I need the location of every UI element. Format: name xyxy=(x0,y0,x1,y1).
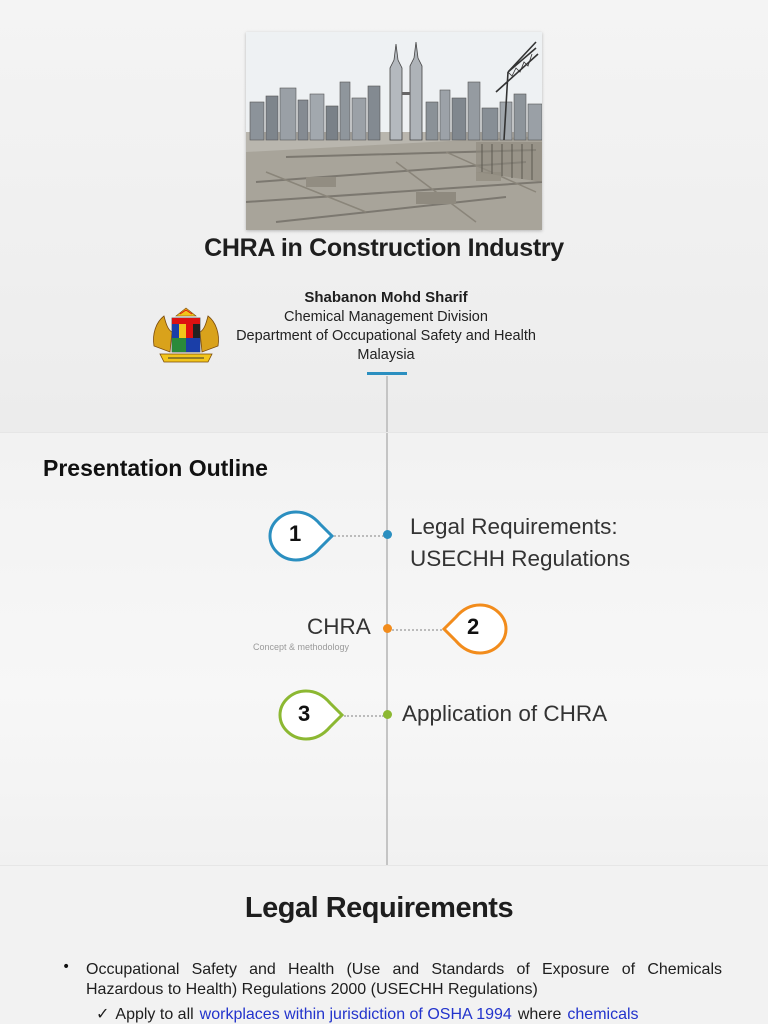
outline-item-3-marker-icon xyxy=(276,688,348,742)
outline-item-2-subtitle: Concept & methodology xyxy=(253,642,350,652)
legal-bullet-text: Occupational Safety and Health (Use and Standards of Exposure of Chemicals Hazardous to Health) Regulations 2000 (USECHH Regulations) xyxy=(86,961,722,998)
title-underline xyxy=(367,372,407,375)
outline-item-3-number: 3 xyxy=(298,701,311,726)
cover-image xyxy=(246,32,542,230)
outline-item-2-dot xyxy=(383,624,392,633)
outline-item-3-dot xyxy=(383,710,392,719)
outline-item-3-connector xyxy=(344,715,384,717)
affiliation-department: Department of Occupational Safety and Health xyxy=(236,328,536,344)
outline-item-1-dot xyxy=(383,530,392,539)
outline-item-1-line1: Legal Requirements: xyxy=(410,514,618,539)
outline-item-1-label xyxy=(410,511,630,575)
outline-item-3-label: Application of CHRA xyxy=(402,701,608,726)
checkmark-icon: ✓ xyxy=(96,1006,110,1023)
chemicals-link[interactable]: chemicals xyxy=(567,1006,639,1023)
outline-item-2-connector xyxy=(392,629,442,631)
outline-item-2-label: CHRA xyxy=(307,614,371,639)
bullet-icon: • xyxy=(62,959,71,975)
sub-bullet-prefix: Apply to all xyxy=(115,1006,194,1023)
timeline-line xyxy=(386,376,388,432)
timeline-line xyxy=(386,433,388,865)
outline-item-1-line2: USECHH Regulations xyxy=(410,546,631,571)
sub-bullet-mid: where xyxy=(517,1006,562,1023)
outline-item-1-number: 1 xyxy=(289,521,302,546)
title-slide xyxy=(0,0,768,432)
legal-requirements-slide xyxy=(0,866,768,1024)
outline-heading: Presentation Outline xyxy=(43,455,268,481)
slide-title: CHRA in Construction Industry xyxy=(204,234,564,262)
legal-heading: Legal Requirements xyxy=(244,892,514,924)
city-skyline-construction-sketch xyxy=(246,32,542,230)
affiliation-division: Chemical Management Division xyxy=(284,309,488,325)
legal-sub-bullet xyxy=(96,1005,722,1024)
outline-item-2-number: 2 xyxy=(467,614,480,639)
outline-slide xyxy=(0,433,768,865)
osha-jurisdiction-link[interactable]: workplaces within jurisdiction of OSHA 1994 xyxy=(199,1006,512,1023)
presenter-name: Shabanon Mohd Sharif xyxy=(304,289,468,306)
affiliation-country: Malaysia xyxy=(357,347,415,363)
outline-item-1-connector xyxy=(334,535,384,537)
outline-item-1-marker-icon xyxy=(266,509,338,563)
